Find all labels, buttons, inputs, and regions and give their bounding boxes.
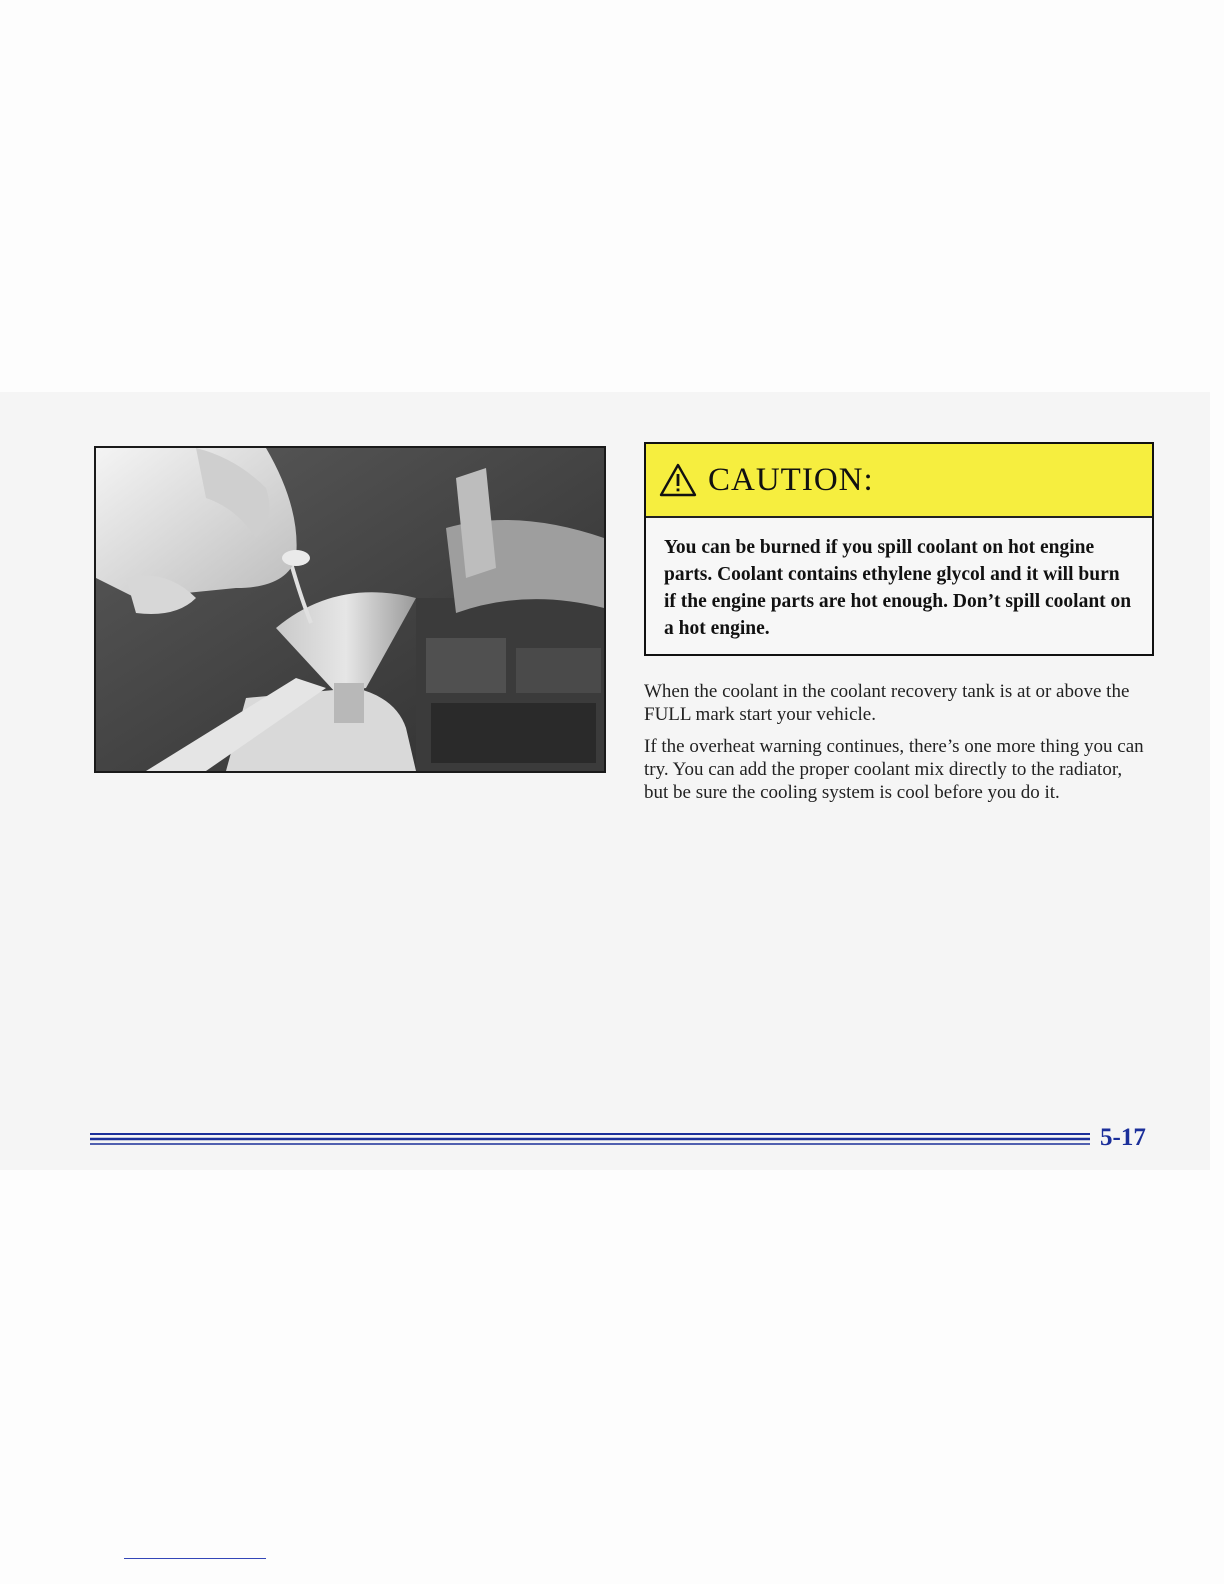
caution-text: You can be burned if you spill coolant on hot engine parts. Coolant contains ethylene glycol and it will burn if the engine parts are hot enough. Don’t spill coolant on a hot engine. <box>664 537 1132 639</box>
warning-triangle-icon <box>658 462 698 498</box>
paragraph-recovery-tank: When the coolant in the coolant recovery tank is at or above the FULL mark start your vehicle. <box>644 681 1130 725</box>
footer-rule <box>90 1131 1090 1147</box>
caution-title: CAUTION: <box>708 461 874 498</box>
bottom-rule <box>124 1558 266 1559</box>
paragraph-overheat-warning: If the overheat warning continues, there’s one more thing you can try. You can add the proper coolant mix directly to the radiator, but be sure the cooling system is cool before you do it. <box>644 736 1144 803</box>
body-text <box>644 680 1150 813</box>
photo-illustration <box>96 448 604 771</box>
coolant-pouring-photo <box>94 446 606 773</box>
page-number: 5-17 <box>1100 1124 1146 1151</box>
caution-header <box>646 444 1152 518</box>
caution-box <box>644 442 1154 656</box>
